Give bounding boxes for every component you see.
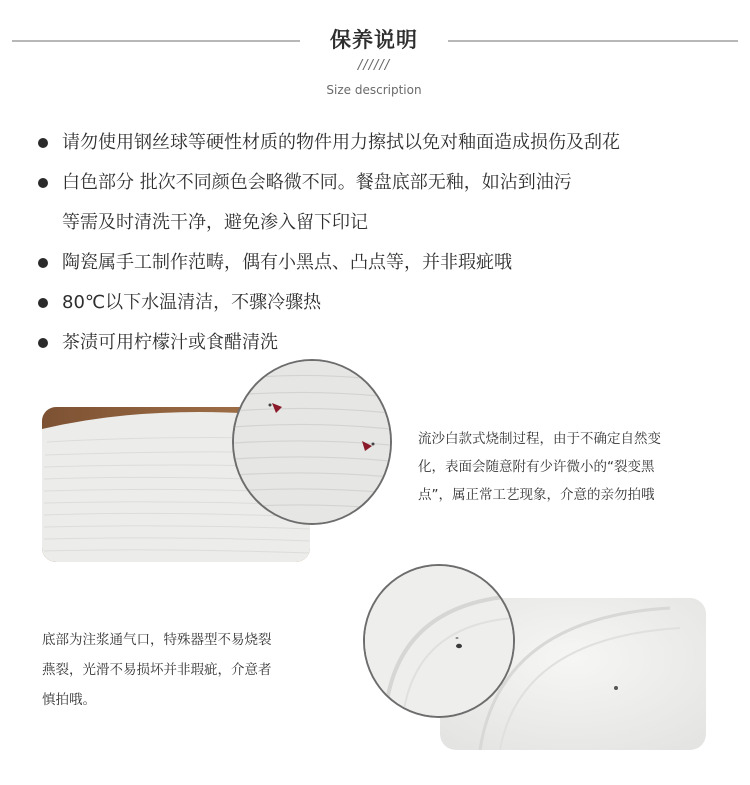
texture-zoom-circle bbox=[232, 359, 392, 525]
bullet-icon bbox=[38, 138, 48, 148]
title-slashes: ////// bbox=[357, 58, 391, 73]
bullet-icon bbox=[38, 338, 48, 348]
list-item bbox=[38, 128, 738, 168]
list-item-text: 80℃以下水温清洁，不骤冷骤热 bbox=[62, 292, 322, 313]
note-line: 慎拍哦。 bbox=[42, 692, 96, 708]
texture-note bbox=[418, 425, 718, 509]
vent-hole-icon bbox=[614, 686, 618, 690]
list-item bbox=[38, 168, 738, 208]
list-item bbox=[38, 328, 738, 368]
bullet-icon bbox=[38, 178, 48, 188]
list-item-continuation bbox=[38, 208, 738, 248]
list-item-text: 等需及时清洗干净，避免渗入留下印记 bbox=[62, 212, 368, 233]
page-title: 保养说明 bbox=[330, 28, 418, 52]
header-divider-right bbox=[448, 40, 738, 42]
note-line: 燕裂，光滑不易损坏并非瑕疵，介意者 bbox=[42, 662, 272, 678]
list-item bbox=[38, 248, 738, 288]
note-line: 化，表面会随意附有少许微小的“裂变黑 bbox=[418, 459, 655, 475]
vent-hole-zoom-circle bbox=[363, 564, 515, 718]
list-item-text: 请勿使用钢丝球等硬性材质的物件用力擦拭以免对釉面造成损伤及刮花 bbox=[62, 132, 620, 153]
list-item-text: 茶渍可用柠檬汁或食醋清洗 bbox=[62, 332, 278, 353]
header-divider-left bbox=[12, 40, 300, 42]
bullet-icon bbox=[38, 258, 48, 268]
list-item-text: 陶瓷属手工制作范畴，偶有小黑点、凸点等，并非瑕疵哦 bbox=[62, 252, 512, 273]
note-line: 流沙白款式烧制过程，由于不确定自然变 bbox=[418, 431, 661, 447]
list-item-text: 白色部分 批次不同颜色会略微不同。餐盘底部无釉，如沾到油污 bbox=[62, 172, 572, 193]
bullet-icon bbox=[38, 298, 48, 308]
page-subtitle: Size description bbox=[326, 83, 422, 97]
note-line: 点”，属正常工艺现象，介意的亲勿拍哦 bbox=[418, 487, 655, 503]
care-instructions-list bbox=[38, 128, 738, 368]
list-item bbox=[38, 288, 738, 328]
vent-note bbox=[42, 625, 342, 715]
note-line: 底部为注浆通气口，特殊器型不易烧裂 bbox=[42, 632, 272, 648]
